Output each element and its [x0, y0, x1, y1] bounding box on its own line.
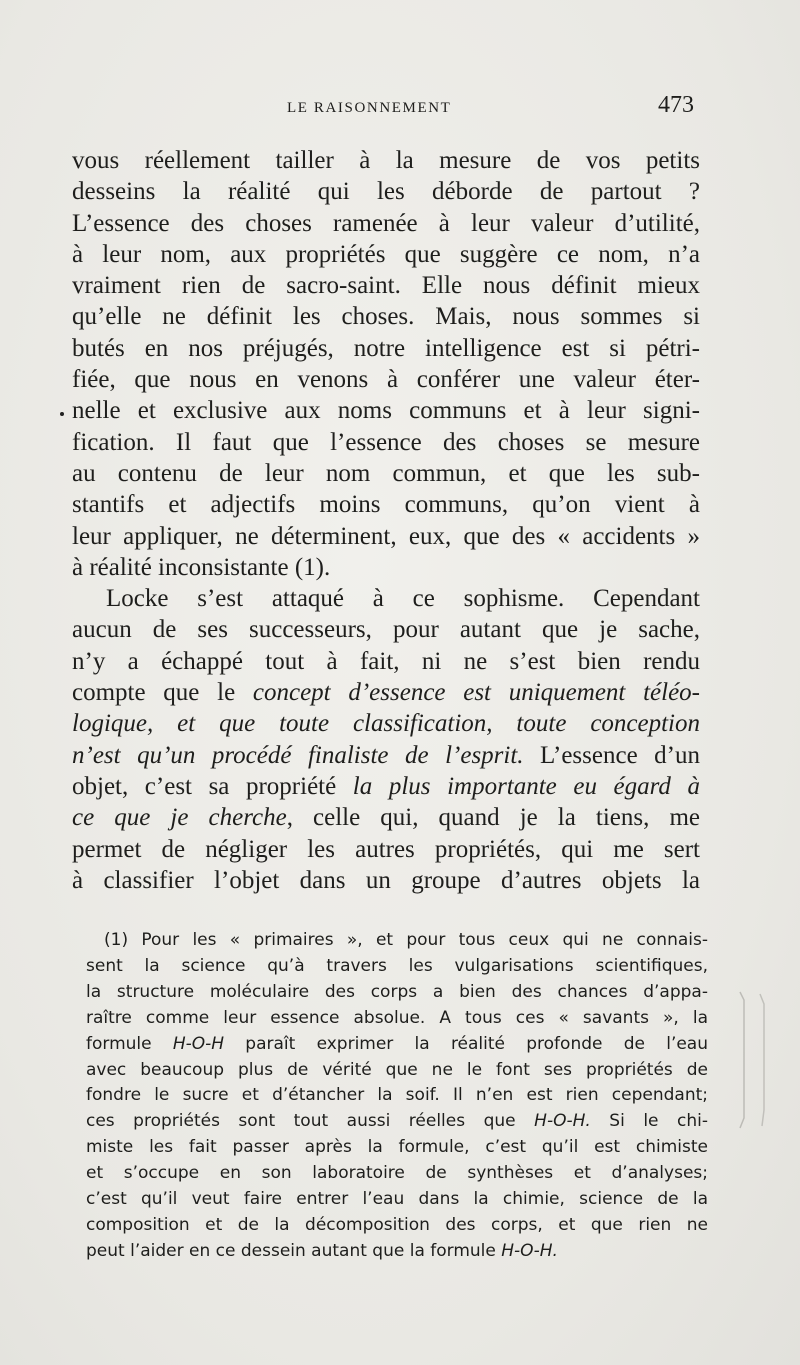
text-line: à classifier l’objet dans un groupe d’autres objets la	[72, 866, 700, 894]
text-line: à leur nom, aux propriétés que suggère ce nom, n’a	[72, 240, 700, 268]
text-run: ces propriétés sont tout aussi réelles que	[86, 1111, 535, 1132]
text-line: qu’elle ne définit les choses. Mais, nous sommes si	[72, 303, 700, 331]
margin-speck	[60, 412, 64, 416]
footnote-line: et s’occupe en son laboratoire de synthèses et d’analyses;	[86, 1163, 708, 1184]
italic-run: concept d’essence est uniquement téléo-	[252, 679, 700, 707]
page-header	[72, 90, 700, 124]
footnote-line: miste les fait passer après la formule, c’est qu’il est chimiste	[86, 1137, 708, 1158]
text-line: n’y a échappé tout à fait, ni ne s’est bien rendu	[72, 647, 700, 675]
footnote	[86, 928, 708, 1265]
footnote-line: c’est qu’il veut faire entrer l’eau dans la chimie, science de la	[86, 1189, 708, 1210]
running-title: LE RAISONNEMENT	[287, 100, 452, 116]
italic-run: H-O-H.	[501, 1240, 558, 1261]
italic-run: n’est qu’un procédé finaliste de l’esprit.	[72, 741, 524, 769]
footnote-line: fondre le sucre et d’étancher la soif. Il n’en est rien cependant;	[86, 1085, 708, 1106]
text-line: nelle et exclusive aux noms communs et à leur signi-	[72, 397, 700, 425]
footnote-line	[86, 1032, 708, 1058]
footnote-line: raître comme leur essence absolue. A tous ces « savants », la	[86, 1007, 708, 1028]
text-line	[72, 802, 700, 833]
text-run: objet, c’est sa propriété	[72, 772, 353, 800]
footnote-line: composition et de la décomposition des corps, et que rien ne	[86, 1214, 708, 1235]
bleed-through-mark	[736, 990, 766, 1130]
text-run: L’essence d’un	[523, 741, 700, 769]
text-run: paraît exprimer la réalité profonde de l’eau	[224, 1033, 708, 1054]
italic-run: ce que je cherche	[72, 804, 287, 832]
text-line: leur appliquer, ne déterminent, eux, que des « accidents »	[72, 522, 700, 550]
italic-run: la plus importante eu égard à	[352, 772, 700, 800]
text-run: formule	[86, 1033, 173, 1054]
text-line: butés en nos préjugés, notre intelligence est si pétri-	[72, 334, 700, 362]
footnote-line: avec beaucoup plus de vérité que ne le font ses propriétés de	[86, 1059, 708, 1080]
main-text	[72, 145, 700, 896]
italic-run: H-O-H	[172, 1033, 225, 1054]
text-run: compte que le	[72, 679, 253, 707]
text-line: aucun de ses successeurs, pour autant que je sache,	[72, 616, 700, 644]
text-line	[72, 740, 700, 771]
text-line: vous réellement tailler à la mesure de vos petits	[72, 147, 700, 174]
text-line: permet de négliger les autres propriétés, qui me sert	[72, 835, 700, 863]
text-line: Locke s’est attaqué à ce sophisme. Cependant	[106, 585, 700, 613]
text-line: au contenu de leur nom commun, et que les sub-	[72, 459, 700, 487]
text-line: à réalité inconsistante (1).	[72, 553, 331, 581]
text-line: stantifs et adjectifs moins communs, qu’on vient à	[72, 491, 700, 519]
footnote-line	[86, 1109, 708, 1135]
text-line	[72, 771, 700, 802]
text-run: , celle qui, quand je la tiens, me	[286, 804, 700, 832]
text-run: peut l’aider en ce dessein autant que la formule	[86, 1240, 502, 1261]
footnote-line	[86, 1239, 708, 1265]
text-line: desseins la réalité qui les déborde de partout ?	[72, 178, 700, 206]
text-line: fication. Il faut que l’essence des choses se mesure	[72, 428, 700, 456]
text-line: L’essence des choses ramenée à leur valeur d’utilité,	[72, 209, 700, 237]
text-line: vraiment rien de sacro-saint. Elle nous définit mieux	[72, 272, 700, 300]
text-line	[72, 677, 700, 708]
text-line: fiée, que nous en venons à conférer une valeur éter-	[72, 366, 700, 394]
text-line	[72, 708, 700, 739]
page-number: 473	[658, 92, 694, 118]
text-run: Si le chi-	[590, 1111, 708, 1132]
italic-run: H-O-H.	[534, 1111, 591, 1132]
footnote-line: sent la science qu’à travers les vulgarisations scientifiques,	[86, 955, 708, 976]
footnote-line: (1) Pour les « primaires », et pour tous ceux qui ne connais-	[104, 930, 708, 950]
italic-run: logique, et que toute classification, toute conception	[72, 710, 700, 738]
footnote-line: la structure moléculaire des corps a bien des chances d’appa-	[86, 981, 708, 1002]
